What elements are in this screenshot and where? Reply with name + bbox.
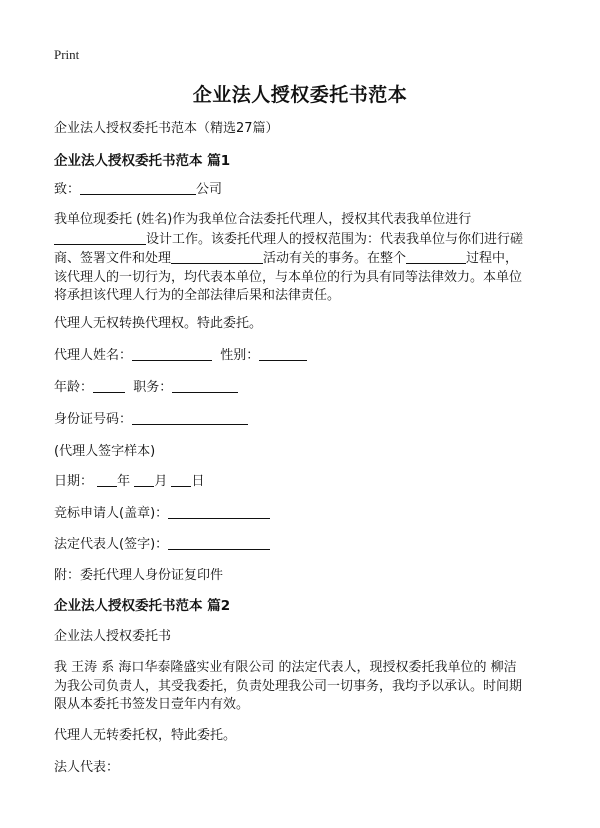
para-line: 将承担该代理人行为的全部法律后果和法律责任。 (54, 288, 341, 303)
para-line: 限从本委托书签发日壹年内有效。 (54, 697, 250, 712)
signature-sample-label: (代理人签字样本) (54, 444, 156, 459)
section2-no-transfer: 代理人无转委托权，特此委托。 (54, 728, 237, 743)
para-line: 我 王涛 系 海口华泰隆盛实业有限公司 的法定代表人，现授权委托我单位的 柳洁 (54, 660, 517, 675)
agent-name-row (54, 346, 307, 365)
age-position-row (54, 378, 238, 397)
month-blank (134, 472, 154, 487)
para-text: 过程中， (466, 251, 519, 266)
section2-legal-rep: 法人代表： (54, 760, 120, 775)
section2-paragraph (54, 659, 554, 715)
to-suffix: 公司 (196, 182, 223, 197)
para-line (54, 249, 554, 269)
bidder-row (54, 504, 270, 523)
legal-rep-blank (168, 535, 270, 550)
section2-subtitle: 企业法人授权委托书 (54, 629, 172, 644)
age-label: 年龄： (54, 380, 94, 395)
id-blank (132, 410, 248, 425)
attachment-note: 附：委托代理人身份证复印件 (54, 568, 224, 583)
date-label: 日期： (54, 474, 94, 489)
to-prefix: 致： (54, 182, 81, 197)
para-text: 活动有关的事务。在整个 (263, 251, 407, 266)
year-blank (97, 472, 117, 487)
id-number-row (54, 410, 248, 429)
legal-rep-row (54, 535, 270, 554)
month-label: 月 (154, 474, 168, 489)
addressee-line (54, 180, 222, 199)
day-blank (171, 472, 191, 487)
gender-blank (259, 346, 307, 361)
page-title: 企业法人授权委托书范本 (192, 84, 408, 106)
para-text: 商、签署文件和处理 (54, 251, 172, 266)
para-line (54, 230, 554, 250)
section-heading-1: 企业法人授权委托书范本 篇1 (54, 153, 231, 169)
document-subtitle: 企业法人授权委托书范本（精选27篇） (54, 121, 279, 136)
authorization-paragraph (54, 211, 554, 306)
project-blank (54, 230, 146, 245)
age-blank (93, 378, 125, 393)
process-blank (406, 249, 466, 264)
agent-name-label: 代理人姓名： (54, 348, 133, 363)
activity-blank (171, 249, 263, 264)
year-label: 年 (117, 474, 131, 489)
para-line: 该代理人的一切行为，均代表本单位，与本单位的行为具有同等法律效力。本单位 (54, 269, 523, 285)
para-line: 我单位现委托 (姓名)作为我单位合法委托代理人，授权其代表我单位进行 (54, 212, 472, 227)
legal-rep-label: 法定代表人(签字)： (54, 537, 169, 552)
bidder-blank (168, 504, 270, 519)
position-blank (172, 378, 238, 393)
no-transfer-statement: 代理人无权转换代理权。特此委托。 (54, 316, 263, 331)
para-text: 设计工作。该委托代理人的授权范围为：代表我单位与你们进行磋 (146, 231, 524, 247)
bidder-label: 竞标申请人(盖章)： (54, 506, 169, 521)
section-heading-2: 企业法人授权委托书范本 篇2 (54, 598, 231, 614)
day-label: 日 (191, 474, 205, 489)
id-label: 身份证号码： (54, 412, 133, 427)
position-label: 职务： (133, 380, 173, 395)
para-line: 为我公司负责人，其受我委托，负责处理我公司一切事务，我均予以承认。时间期 (54, 678, 523, 694)
agent-name-blank (132, 346, 212, 361)
company-blank (80, 180, 196, 195)
date-row (54, 472, 204, 491)
gender-label: 性别： (220, 348, 260, 363)
print-link[interactable]: Print (54, 47, 80, 62)
